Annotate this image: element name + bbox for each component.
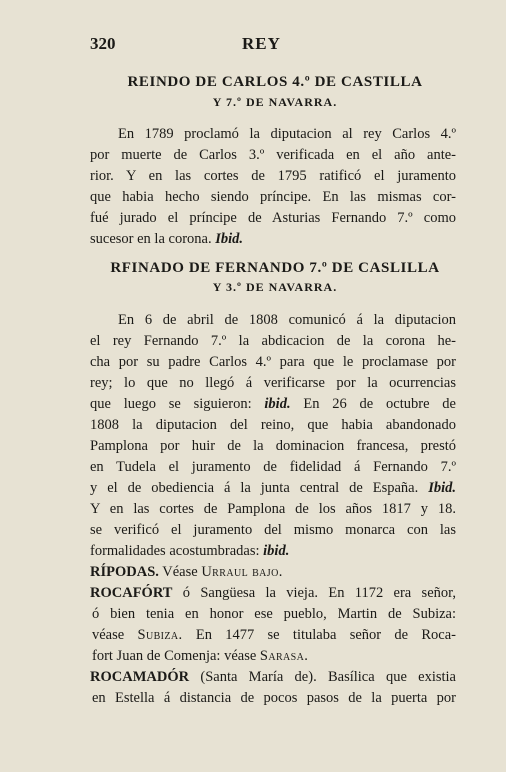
paragraph-line: se verificó el juramento del mismo monarca con las — [90, 522, 456, 538]
paragraph-line: en Estella á distancia de pocos pasos de la puerta por — [92, 690, 456, 706]
paragraph-line — [90, 231, 456, 248]
paragraph-line: cha por su padre Carlos 4.º para que le proclamase por — [90, 354, 456, 370]
citation-ibid: ibid. — [264, 396, 291, 412]
paragraph-line: en Tudela el juramento de fidelidad á Fernando 7.º — [90, 459, 456, 475]
page-header — [90, 34, 460, 54]
entry-headword: ROCAFÓRT — [90, 585, 173, 601]
entry-text: ó Sangüesa la vieja. En 1172 era señor, — [182, 585, 457, 601]
line-text: y el de obediencia á la junta central de España. — [90, 480, 419, 496]
paragraph-line: 1808 la diputacion del reino, que habia abandonado — [90, 417, 456, 433]
entry-headword: ROCAMADÓR — [90, 669, 190, 685]
page-number: 320 — [90, 34, 116, 53]
line-text: véase — [92, 627, 125, 643]
paragraph-line — [90, 396, 456, 413]
paragraph-line: ó bien tenia en honor ese pueblo, Martin de Subiza: — [92, 606, 456, 622]
paragraph-line — [90, 480, 456, 497]
paragraph-line — [92, 648, 456, 665]
paragraph-line: fué jurado el príncipe de Asturias Fernando 7.º como — [90, 210, 456, 226]
cross-reference: Sarasa. — [259, 648, 309, 664]
section-subtitle-fernando: Y 3.º DE NAVARRA. — [212, 280, 338, 294]
paragraph-line: Y en las cortes de Pamplona de los años 1817 y 18. — [90, 501, 456, 517]
paragraph-line — [92, 627, 456, 644]
paragraph-line — [90, 543, 456, 560]
paragraph-line: rey; lo que no llegó á verificarse por la ocurrencias — [90, 375, 456, 391]
line-text: formalidades acostumbradas: — [90, 543, 260, 559]
entry-headword: RÍPODAS. — [90, 564, 159, 580]
line-text: En 1477 se titulaba señor de Roca- — [195, 627, 456, 643]
section-title-fernando: RFINADO DE FERNANDO 7.º DE CASLILLA — [110, 260, 440, 276]
entry-rocafort — [90, 585, 456, 602]
cross-reference: Subiza. — [137, 627, 183, 643]
entry-text: Véase — [162, 564, 198, 580]
entry-ripodas — [90, 564, 456, 581]
running-head: REY — [242, 34, 281, 53]
line-text: fort Juan de Comenja: véase — [92, 648, 257, 664]
section-title-carlos: REINDO DE CARLOS 4.º DE CASTILLA — [127, 74, 423, 90]
cross-reference: Urraul bajo. — [201, 564, 283, 580]
line-text: que luego se siguieron: — [90, 396, 252, 412]
paragraph-line: rior. Y en las cortes de 1795 ratificó el juramento — [90, 168, 456, 184]
paragraph-line: el rey Fernando 7.º la abdicacion de la corona he- — [90, 333, 456, 349]
paragraph-line: En 1789 proclamó la diputacion al rey Carlos 4.º — [118, 126, 456, 142]
line-text: sucesor en la corona. — [90, 231, 212, 247]
paragraph-line: que habia hecho siendo príncipe. En las mismas cor- — [90, 189, 456, 205]
citation-ibid: Ibid. — [428, 480, 456, 496]
section-subtitle-carlos: Y 7.º DE NAVARRA. — [212, 95, 338, 109]
line-text: En 26 de octubre de — [303, 396, 456, 412]
entry-rocamador — [90, 669, 456, 686]
entry-text: (Santa María de). Basílica que existia — [200, 669, 456, 685]
paragraph-line: En 6 de abril de 1808 comunicó á la diputacion — [118, 312, 456, 328]
citation-ibid: Ibid. — [215, 231, 244, 247]
paragraph-line: por muerte de Carlos 3.º verificada en el año ante- — [90, 147, 456, 163]
citation-ibid: ibid. — [263, 543, 290, 559]
paragraph-line: Pamplona por huir de la dominacion francesa, prestó — [90, 438, 456, 454]
